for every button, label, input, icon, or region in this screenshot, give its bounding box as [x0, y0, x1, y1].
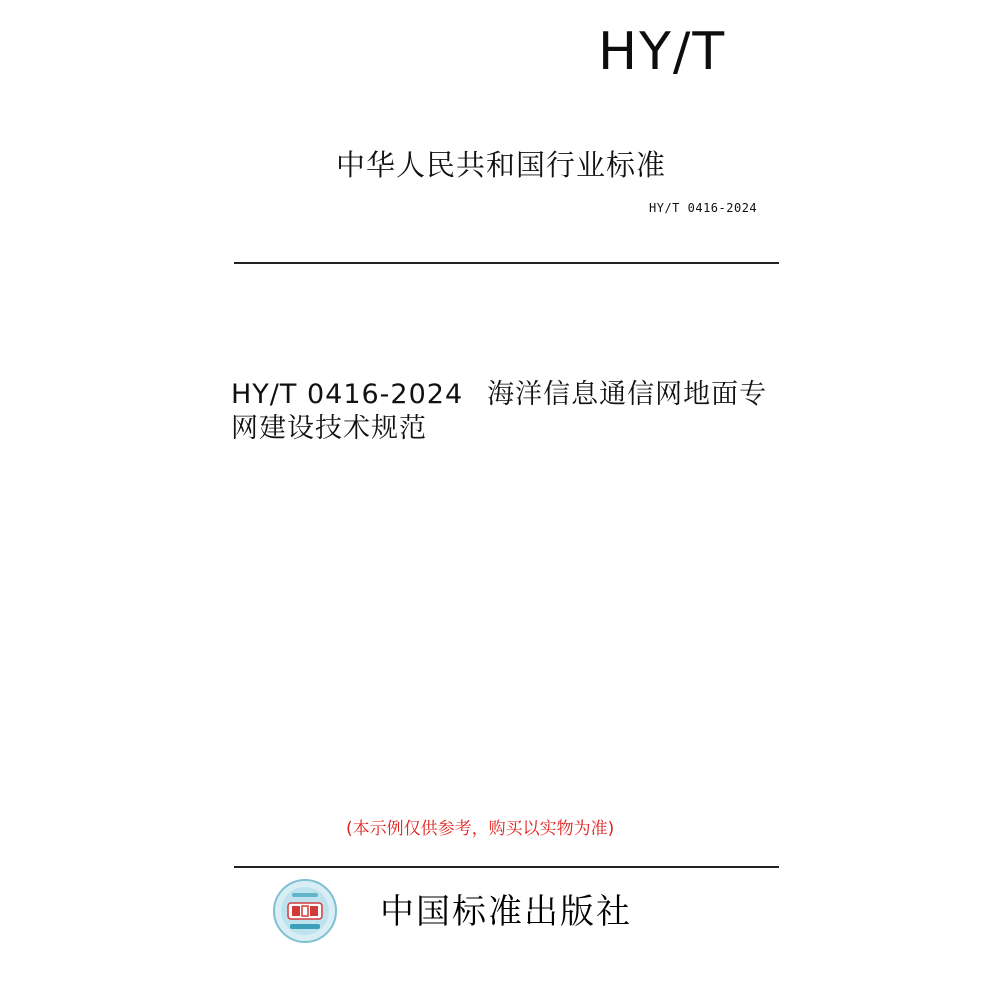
publisher-seal-icon	[272, 878, 338, 944]
sample-disclaimer: (本示例仅供参考，购买以实物为准)	[346, 819, 615, 839]
national-standard-title: 中华人民共和国行业标准	[336, 148, 667, 182]
document-title-line-1	[231, 378, 786, 412]
bottom-divider	[234, 866, 779, 868]
standard-category-code: HY/T	[598, 22, 727, 82]
standard-number: HY/T 0416-2024	[649, 201, 758, 215]
document-title-code: HY/T 0416-2024	[231, 379, 464, 410]
top-divider	[234, 262, 779, 264]
document-title-text-1: 海洋信息通信网地面专	[487, 379, 768, 410]
document-title-line-2: 网建设技术规范	[231, 413, 427, 444]
publisher-name: 中国标准出版社	[380, 892, 632, 932]
document-title	[231, 378, 786, 446]
